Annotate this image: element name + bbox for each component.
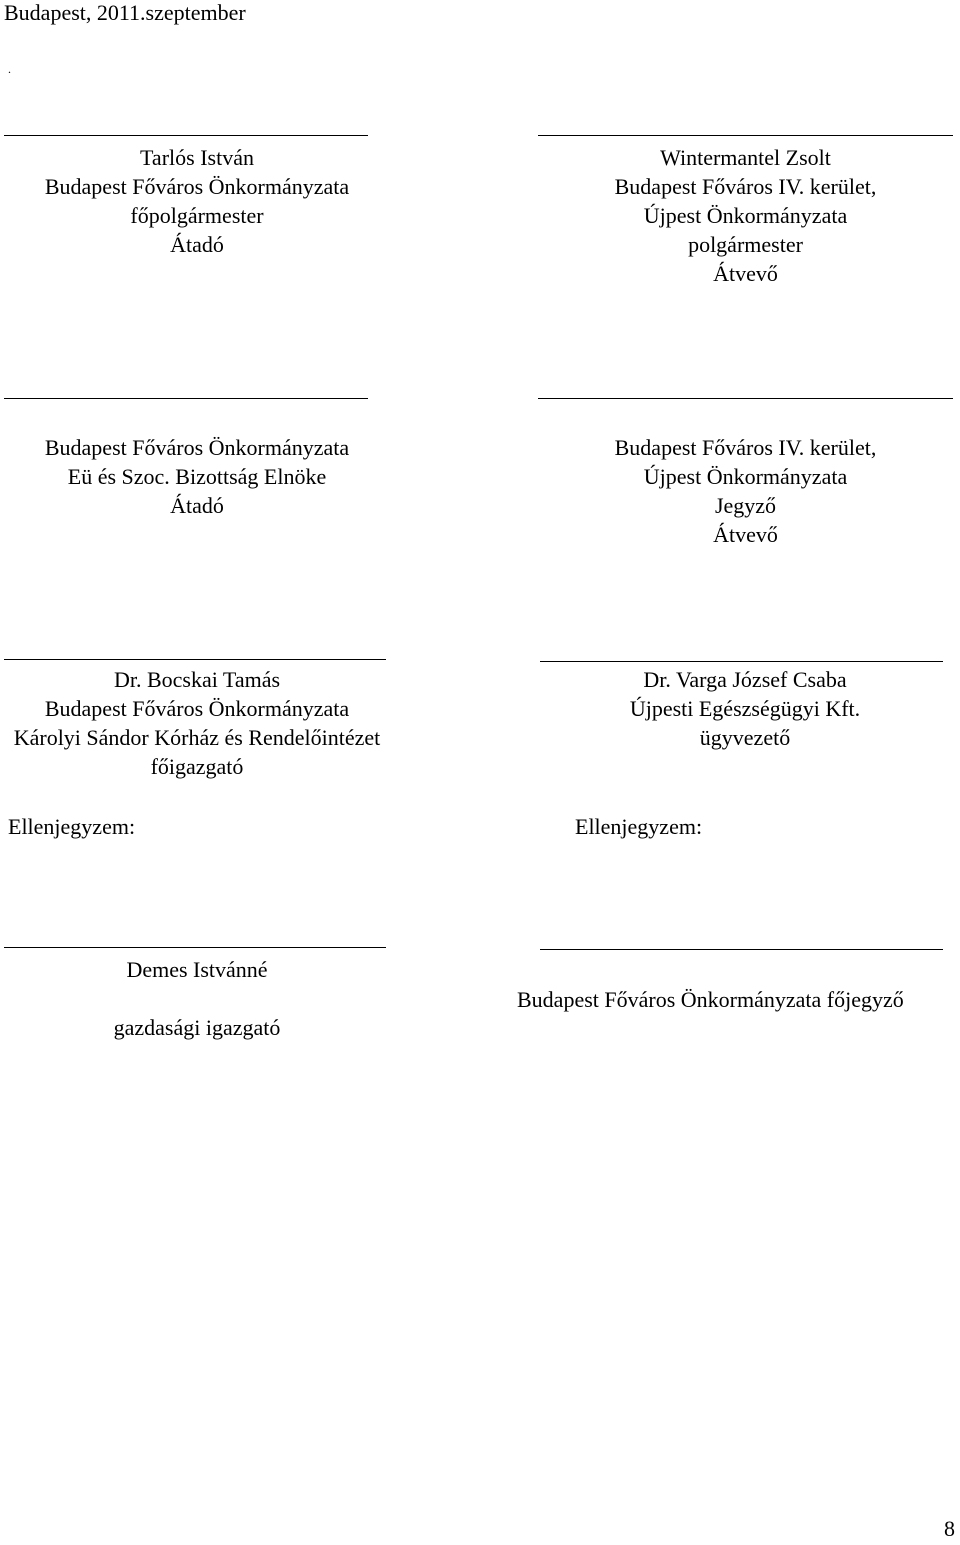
signature-block-row1-left bbox=[4, 143, 390, 259]
signatory-organization: Budapest Főváros IV. kerület, bbox=[614, 435, 877, 460]
signature-line-row1-right bbox=[538, 135, 953, 136]
signatory-title: főpolgármester bbox=[130, 203, 264, 228]
signatory-organization: Újpest Önkormányzata bbox=[643, 464, 848, 489]
signatory-role: Átadó bbox=[170, 493, 224, 518]
signatory-organization: Károlyi Sándor Kórház és Rendelőintézet bbox=[13, 725, 381, 750]
signatory-organization: Budapest Főváros IV. kerület, bbox=[614, 174, 877, 199]
signatory-name: Dr. Bocskai Tamás bbox=[113, 667, 281, 692]
signatory-name: Wintermantel Zsolt bbox=[660, 145, 831, 170]
signature-line-row2-left bbox=[4, 398, 368, 399]
signatory-organization: Budapest Főváros Önkormányzata bbox=[44, 435, 350, 460]
page-number: 8 bbox=[944, 1516, 955, 1541]
signatory-title: polgármester bbox=[688, 232, 803, 257]
countersign-label-left: Ellenjegyzem: bbox=[8, 814, 136, 839]
signatory-role: Átadó bbox=[170, 232, 224, 257]
signatory-title: gazdasági igazgató bbox=[113, 1015, 281, 1040]
signature-line-row1-left bbox=[4, 135, 368, 136]
signatory-title: Budapest Főváros Önkormányzata főjegyző bbox=[517, 987, 904, 1012]
signatory-organization: Újpest Önkormányzata bbox=[643, 203, 848, 228]
signature-line-row3-right bbox=[540, 661, 943, 662]
countersign-label-right: Ellenjegyzem: bbox=[575, 814, 703, 839]
signature-block-row1-right bbox=[538, 143, 953, 288]
signatory-name: Demes Istvánné bbox=[126, 957, 268, 982]
signatory-organization: Újpesti Egészségügyi Kft. bbox=[629, 696, 861, 721]
signature-line-row3-left bbox=[4, 659, 386, 660]
signatory-name: Tarlós István bbox=[140, 145, 254, 170]
signatory-title: Eü és Szoc. Bizottság Elnöke bbox=[67, 464, 327, 489]
signature-line-row2-right bbox=[538, 398, 953, 399]
signatory-title: főigazgató bbox=[150, 754, 244, 779]
signature-block-row3-right bbox=[540, 665, 950, 752]
signature-block-row4-left bbox=[4, 955, 390, 1042]
stray-mark: . bbox=[8, 62, 11, 76]
signature-block-row2-right bbox=[538, 433, 953, 549]
signature-block-row2-left bbox=[4, 433, 390, 520]
signatory-organization: Budapest Főváros Önkormányzata bbox=[44, 696, 350, 721]
signature-line-row4-left bbox=[4, 947, 386, 948]
signature-line-row4-right bbox=[540, 949, 943, 950]
date-line: Budapest, 2011.szeptember bbox=[4, 0, 246, 25]
signatory-organization: Budapest Főváros Önkormányzata bbox=[44, 174, 350, 199]
signatory-role: Átvevő bbox=[713, 522, 778, 547]
signatory-name: Dr. Varga József Csaba bbox=[643, 667, 847, 692]
signature-block-row3-left bbox=[4, 665, 390, 781]
signature-block-row4-right bbox=[517, 985, 904, 1014]
signatory-title: Jegyző bbox=[714, 493, 777, 518]
signatory-title: ügyvezető bbox=[699, 725, 791, 750]
signatory-role: Átvevő bbox=[713, 261, 778, 286]
